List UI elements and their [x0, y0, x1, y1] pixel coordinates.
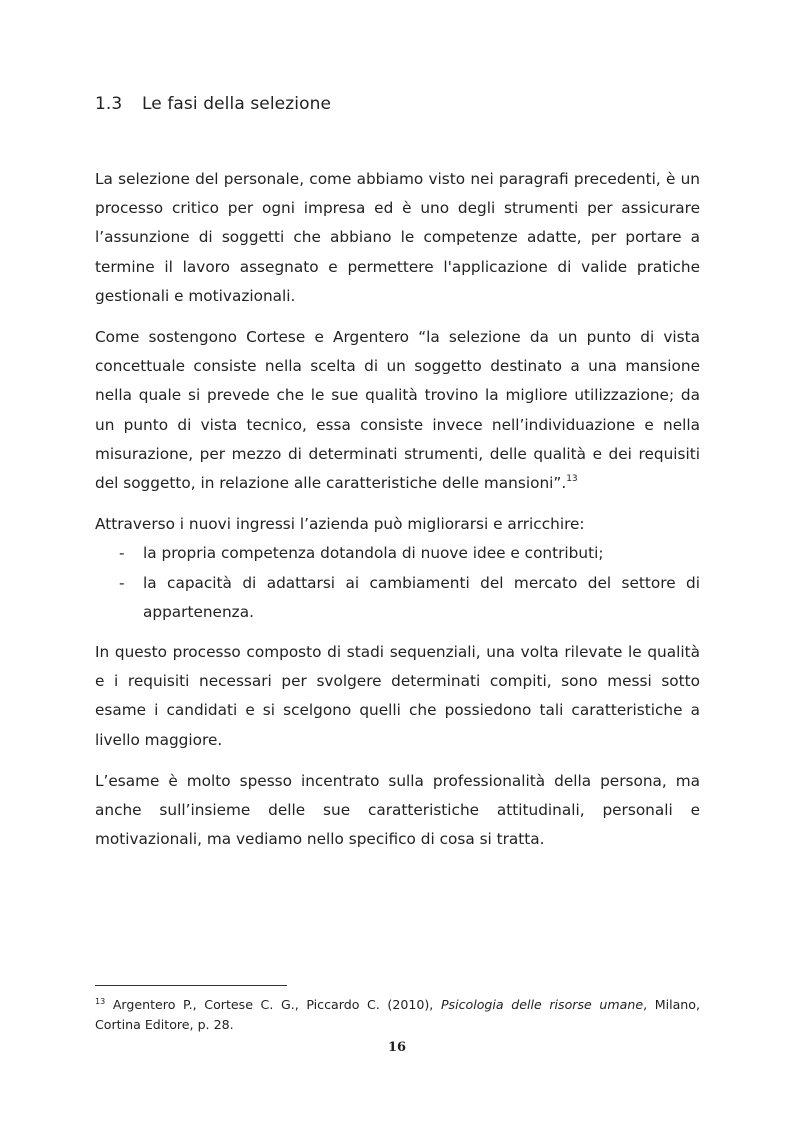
paragraph-3: Attraverso i nuovi ingressi l’azienda può migliorarsi e arricchire: — [95, 515, 585, 534]
list-item — [95, 539, 700, 568]
body-text — [95, 165, 700, 854]
footnote-number: 13 — [95, 997, 106, 1006]
footnote-text-before: Argentero P., Cortese C. G., Piccardo C. (2010), — [112, 997, 441, 1012]
paragraph-2-text: Come sostengono Cortese e Argentero “la selezione da un punto di vista concettuale consiste nella scelta di un soggetto destinato a una mansione nella quale si prevede che le sue qualità trovino la migliore utilizzazione; da un punto di vista tecnico, essa consiste invece nell’individuazione e nella misurazione, per mezzo di determinati strumenti, delle qualità e dei requisiti del soggetto, in relazione alle caratteristiche delle mansioni”. — [95, 328, 700, 493]
bullet-list — [95, 539, 700, 627]
page-number: 16 — [387, 1040, 407, 1055]
bullet-dash: - — [119, 544, 125, 563]
paragraph-2 — [95, 323, 700, 498]
paragraph-5: L’esame è molto spesso incentrato sulla professionalità della persona, ma anche sull’insieme delle sue caratteristiche attitudinali, personali e motivazionali, ma vediamo nello specifico di cosa si tratta. — [95, 771, 700, 849]
footnote-separator — [95, 985, 287, 986]
footnote-book-title: Psicologia delle risorse umane — [440, 997, 644, 1012]
list-item — [95, 569, 700, 627]
bullet-dash: - — [119, 573, 125, 592]
list-item-text: la propria competenza dotandola di nuove idee e contributi; — [143, 544, 604, 563]
section-title: Le fasi della selezione — [142, 94, 332, 114]
paragraph-4: In questo processo composto di stadi sequenziali, una volta rilevate le qualità e i requisiti necessari per svolgere determinati compiti, sono messi sotto esame i candidati e si scelgono quelli che possiedono tali caratteristiche a livello maggiore. — [95, 643, 700, 749]
section-heading — [95, 94, 700, 114]
paragraph-1: La selezione del personale, come abbiamo visto nei paragrafi precedenti, è un processo critico per ogni impresa ed è uno degli strumenti per assicurare l’assunzione di soggetti che abbiano le competenze adatte, per portare a termine il lavoro assegnato e permettere l'applicazione di valide pratiche gestionali e motivazionali. — [95, 170, 700, 305]
footnote-ref: 13 — [566, 474, 578, 485]
section-number: 1.3 — [95, 94, 123, 114]
footnote — [95, 995, 700, 1034]
footnote-text-after: , Milano, Cortina Editore, p. 28. — [95, 997, 701, 1032]
list-item-text: la capacità di adattarsi ai cambiamenti del mercato del settore di appartenenza. — [143, 573, 700, 621]
